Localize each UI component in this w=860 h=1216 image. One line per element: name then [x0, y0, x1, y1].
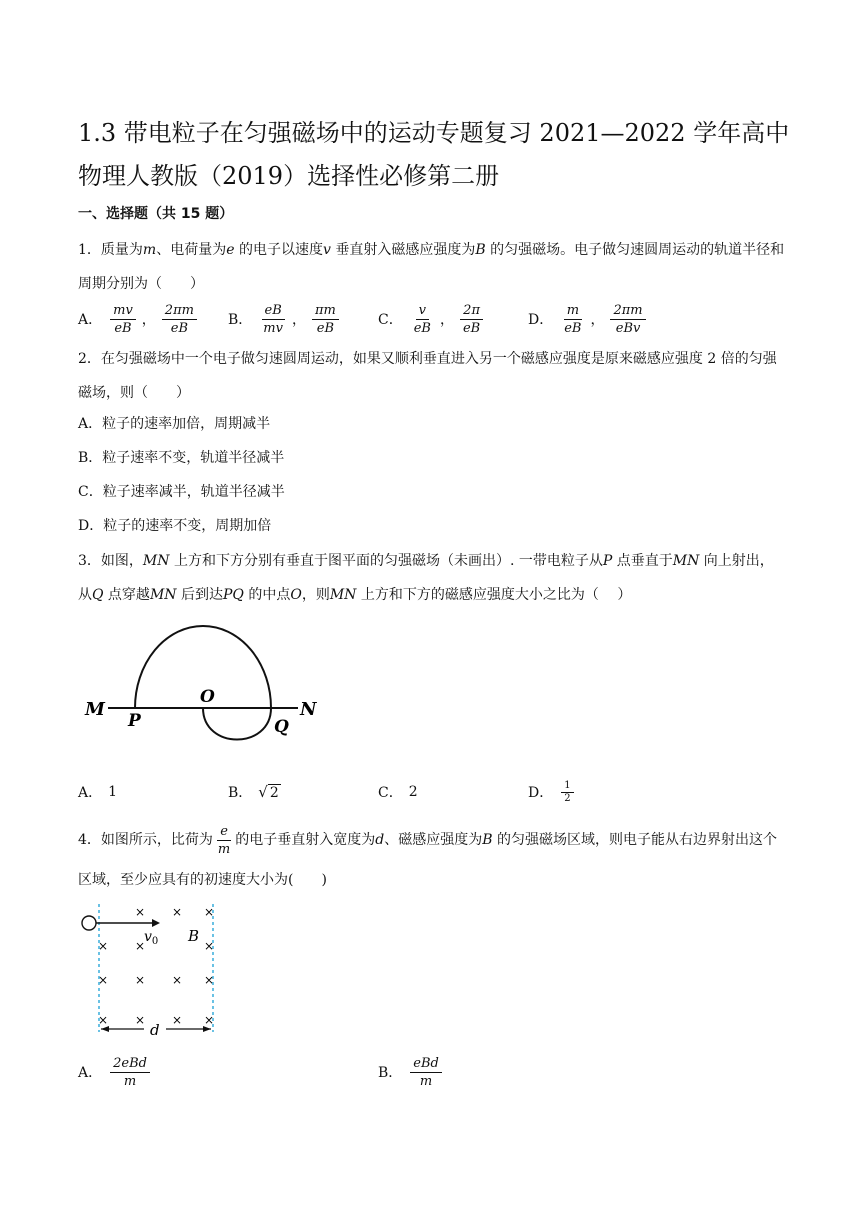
- fraction: $\frac{2\pi m}{eB}$: [162, 302, 197, 337]
- field-cross: ×: [204, 939, 215, 953]
- question-1-stem: 1．质量为m、电荷量为e 的电子以速度v 垂直射入磁感应强度为B 的匀强磁场。电子做匀速圆周运动的轨道半径和周期分别为（ ）: [78, 242, 785, 292]
- fraction: $\frac{2\pi}{eB}$: [460, 302, 483, 337]
- field-cross: ×: [98, 973, 109, 987]
- question-2-option-b[interactable]: B．粒子速率不变，轨道半径减半: [78, 450, 285, 466]
- question-3-options: [78, 772, 786, 812]
- label-b: B: [188, 927, 200, 945]
- fraction: $\frac{mv}{eB}$: [110, 302, 136, 337]
- field-cross: ×: [98, 939, 109, 953]
- option-a[interactable]: A． $\frac{\text{2eBd}}{m}$: [78, 1052, 152, 1092]
- document-title: 1.3 带电粒子在匀强磁场中的运动专题复习 2021—2022 学年高中物理人教版（2019）选择性必修第二册: [78, 119, 790, 190]
- label-v0: $v_0$: [144, 929, 159, 947]
- section-heading: 一、选择题（共 15 题）: [78, 206, 234, 222]
- option-a[interactable]: A． $\frac{mv}{eB}$ ， $\frac{2\pi m}{eB}$: [78, 299, 199, 339]
- question-2-option-a[interactable]: A．粒子的速率加倍，周期减半: [78, 416, 271, 432]
- question-2-option-c[interactable]: C．粒子速率减半，轨道半径减半: [78, 484, 285, 500]
- question-1-options: [78, 299, 786, 339]
- question-3-stem: 3．如图，MN 上方和下方分别有垂直于图平面的匀强磁场（未画出）. 一带电粒子从P 点垂直于MN 向上射出，从Q 点穿越MN 后到达PQ 的中点O，则MN 上方和下方的磁感应强度大小之比为（ ）: [78, 553, 774, 603]
- option-a[interactable]: A． 1: [78, 784, 118, 801]
- fraction: $\frac{\text{eBd}}{m}$: [410, 1055, 442, 1090]
- fraction: $\frac{m}{eB}$: [564, 302, 582, 336]
- option-c[interactable]: C． 2: [378, 784, 418, 801]
- option-d[interactable]: D． $\frac{1}{2}$: [528, 772, 576, 812]
- label-d: d: [150, 1021, 160, 1039]
- fraction: $\frac{\pi m}{eB}$: [312, 302, 339, 337]
- field-cross: ×: [135, 973, 146, 987]
- magnetic-field-figure: [78, 900, 228, 1040]
- fraction: $\frac{eB}{mv}$: [263, 302, 283, 336]
- label-o: O: [200, 687, 215, 707]
- field-cross: ×: [135, 905, 146, 919]
- sqrt-radicand: 2: [269, 784, 279, 801]
- question-2-option-d[interactable]: D．粒子的速率不变，周期加倍: [78, 518, 272, 534]
- fraction: $\frac{e}{m}$: [217, 823, 231, 857]
- field-cross: ×: [204, 905, 215, 919]
- field-cross: ×: [135, 1013, 146, 1027]
- field-cross: ×: [204, 973, 215, 987]
- label-n: N: [300, 699, 317, 720]
- fraction: $\frac{\text{2eBd}}{m}$: [110, 1055, 150, 1090]
- label-m: M: [85, 699, 105, 720]
- field-cross: ×: [135, 939, 146, 953]
- lower-arc: [203, 708, 271, 740]
- fraction: $\frac{1}{2}$: [561, 780, 573, 805]
- question-2-stem: 2．在匀强磁场中一个电子做匀速圆周运动，如果又顺利垂直进入另一个磁感应强度是原来磁感应强度 2 倍的匀强磁场，则（ ）: [78, 351, 777, 401]
- field-cross: ×: [172, 905, 183, 919]
- option-d[interactable]: D． $\frac{m}{eB}$ ， $\frac{2\pi m}{\text{eBv}}$: [528, 299, 648, 339]
- question-4-options: [78, 1052, 786, 1092]
- velocity-arrowhead: [152, 919, 160, 927]
- option-c[interactable]: C． $\frac{v}{eB}$ ， $\frac{2\pi}{eB}$: [378, 299, 485, 339]
- question-4-stem: 4．如图所示，比荷为 $\frac{e}{m}$ 的电子垂直射入宽度为d、磁感应强度为B 的匀强磁场区域，则电子能从右边界射出这个区域，至少应具有的初速度大小为( ): [78, 823, 777, 888]
- trajectory-figure: [80, 620, 340, 750]
- field-cross: ×: [98, 1013, 109, 1027]
- option-b[interactable]: B． $\frac{\text{eBd}}{m}$: [378, 1052, 444, 1092]
- field-cross: ×: [172, 1013, 183, 1027]
- fraction: $\frac{2\pi m}{\text{eBv}}$: [610, 302, 645, 337]
- electron: [82, 916, 96, 930]
- label-q: Q: [274, 717, 289, 737]
- field-cross: ×: [204, 1013, 215, 1027]
- field-cross: ×: [172, 973, 183, 987]
- sqrt-sign: √: [258, 783, 268, 801]
- label-p: P: [128, 711, 141, 731]
- option-b[interactable]: B． $\frac{eB}{mv}$ ， $\frac{\pi m}{eB}$: [228, 299, 341, 339]
- fraction: $\frac{v}{eB}$: [413, 302, 431, 336]
- option-b[interactable]: B． √ 2: [228, 783, 279, 801]
